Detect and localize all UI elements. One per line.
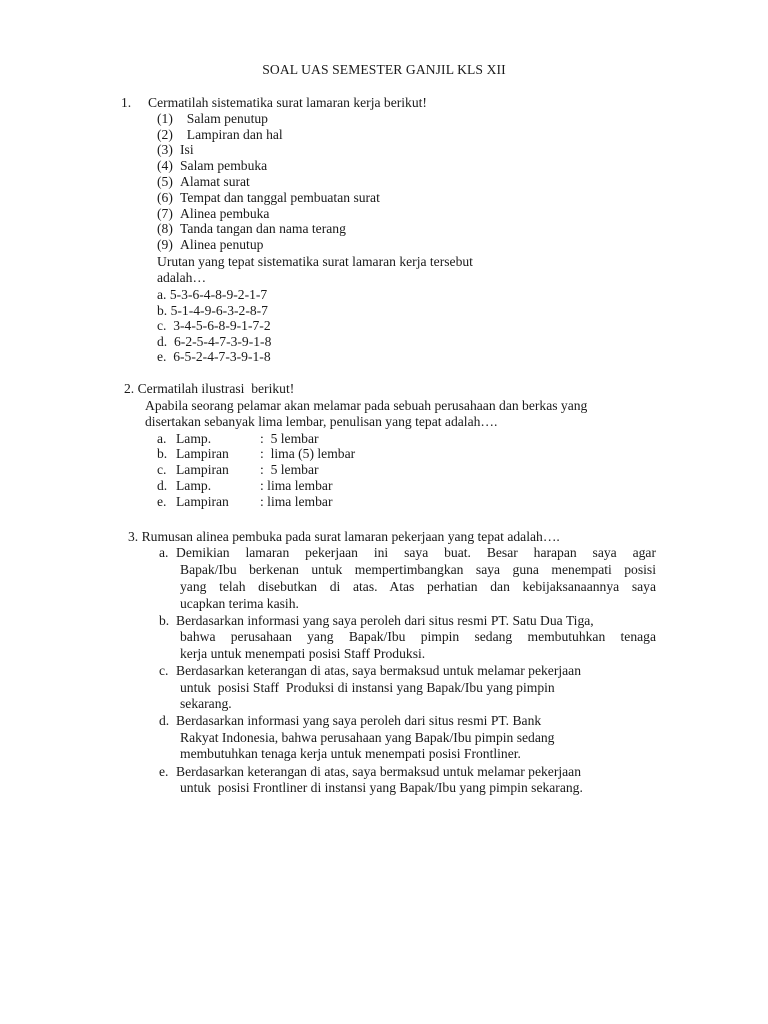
q2-option-value: : 5 lembar — [260, 431, 319, 446]
q2-option-letter: b. — [157, 446, 168, 461]
q1-item-text: Alinea pembuka — [180, 206, 270, 221]
q2-option-value: : lima lembar — [260, 478, 333, 493]
q1-item-text: Lampiran dan hal — [180, 127, 283, 142]
q2-option — [157, 478, 332, 494]
q2-option-key: Lamp. — [176, 478, 212, 493]
q2-option — [157, 462, 319, 478]
q2-option-letter: a. — [157, 431, 167, 446]
q3-option-line: Berdasarkan keterangan di atas, saya bermaksud untuk melamar pekerjaan — [176, 663, 581, 678]
q2-stem: 2. Cermatilah ilustrasi berikut! — [124, 381, 295, 396]
q1-option: d. 6-2-5-4-7-3-9-1-8 — [157, 334, 272, 349]
q3-option-line: yang telah disebutkan di atas. Atas perhatian dan kebijaksanaannya saya — [180, 579, 656, 594]
q2-option-key: Lamp. — [176, 431, 212, 446]
q1-item — [157, 158, 267, 174]
q2-option-letter: c. — [157, 462, 167, 477]
q2-option-key: Lampiran — [176, 494, 229, 509]
q1-item — [157, 127, 283, 143]
q3-option-line: ucapkan terima kasih. — [180, 596, 299, 611]
q3-option-letter: b. — [159, 613, 170, 628]
q2-option-letter: e. — [157, 494, 167, 509]
q1-stem: Cermatilah sistematika surat lamaran kerja berikut! — [148, 95, 427, 110]
q1-prompt: adalah… — [157, 270, 207, 285]
q1-item-number: (6) — [157, 190, 173, 205]
q3-option-line: kerja untuk menempati posisi Staff Produksi. — [180, 646, 426, 661]
q2-option-key: Lampiran — [176, 446, 229, 461]
q3-option-line: bahwa perusahaan yang Bapak/Ibu pimpin sedang membutuhkan tenaga — [180, 629, 656, 644]
q2-body: disertakan sebanyak lima lembar, penulisan yang tepat adalah…. — [145, 414, 498, 429]
q2-option — [157, 446, 355, 462]
q3-option-line: untuk posisi Frontliner di instansi yang Bapak/Ibu yang pimpin sekarang. — [180, 780, 583, 795]
q1-option: e. 6-5-2-4-7-3-9-1-8 — [157, 349, 271, 364]
q1-item-number: (5) — [157, 174, 173, 189]
q1-item-text: Isi — [180, 142, 194, 157]
q2-option-key: Lampiran — [176, 462, 229, 477]
q1-item-number: (2) — [157, 127, 173, 142]
q1-option: a. 5-3-6-4-8-9-2-1-7 — [157, 287, 268, 302]
q2-body: Apabila seorang pelamar akan melamar pada sebuah perusahaan dan berkas yang — [145, 398, 588, 413]
q1-item-number: (3) — [157, 142, 173, 157]
q3-option-letter: a. — [159, 545, 169, 560]
q2-option-value: : lima lembar — [260, 494, 333, 509]
q3-option-letter: e. — [159, 764, 169, 779]
q1-item — [157, 237, 263, 253]
q3-option-line: Demikian lamaran pekerjaan ini saya buat. Besar harapan saya agar — [176, 545, 656, 560]
q1-item — [157, 142, 194, 158]
q1-item-number: (9) — [157, 237, 173, 252]
q3-stem: 3. Rumusan alinea pembuka pada surat lamaran pekerjaan yang tepat adalah…. — [128, 529, 560, 544]
q2-option-value: : lima (5) lembar — [260, 446, 356, 461]
q3-option-line: Berdasarkan keterangan di atas, saya bermaksud untuk melamar pekerjaan — [176, 764, 581, 779]
q1-item-text: Alinea penutup — [180, 237, 264, 252]
q1-item-number: (8) — [157, 221, 173, 236]
q1-option: c. 3-4-5-6-8-9-1-7-2 — [157, 318, 271, 333]
q3-option-line: sekarang. — [180, 696, 232, 711]
q3-option-letter: d. — [159, 713, 170, 728]
q3-option-line: Bapak/Ibu berkenan untuk mempertimbangkan saya guna menempati posisi — [180, 562, 656, 577]
q1-number: 1. — [121, 95, 132, 110]
q1-item-number: (1) — [157, 111, 173, 126]
q3-option-letter: c. — [159, 663, 169, 678]
q1-item — [157, 190, 380, 206]
q2-option — [157, 431, 319, 447]
q2-option — [157, 494, 332, 510]
q1-item-text: Tanda tangan dan nama terang — [180, 221, 346, 236]
q2-option-value: : 5 lembar — [260, 462, 319, 477]
q3-option-line: Berdasarkan informasi yang saya peroleh dari situs resmi PT. Bank — [176, 713, 542, 728]
document-title: SOAL UAS SEMESTER GANJIL KLS XII — [262, 62, 506, 77]
q1-option: b. 5-1-4-9-6-3-2-8-7 — [157, 303, 268, 318]
q3-option-line: Rakyat Indonesia, bahwa perusahaan yang Bapak/Ibu pimpin sedang — [180, 730, 555, 745]
q1-item-number: (4) — [157, 158, 173, 173]
q1-item-text: Salam penutup — [180, 111, 268, 126]
q1-item-text: Tempat dan tanggal pembuatan surat — [180, 190, 380, 205]
q2-option-letter: d. — [157, 478, 168, 493]
q3-option-line: untuk posisi Staff Produksi di instansi yang Bapak/Ibu yang pimpin — [180, 680, 555, 695]
q1-item-number: (7) — [157, 206, 173, 221]
q1-item — [157, 111, 268, 127]
q1-item — [157, 206, 269, 222]
q1-item — [157, 174, 250, 190]
q3-option-line: Berdasarkan informasi yang saya peroleh dari situs resmi PT. Satu Dua Tiga, — [176, 613, 594, 628]
q1-prompt: Urutan yang tepat sistematika surat lamaran kerja tersebut — [157, 254, 473, 269]
q1-item-text: Salam pembuka — [180, 158, 268, 173]
q1-item-text: Alamat surat — [180, 174, 250, 189]
q1-item — [157, 221, 346, 237]
q3-option-line: membutuhkan tenaga kerja untuk menempati posisi Frontliner. — [180, 746, 521, 761]
